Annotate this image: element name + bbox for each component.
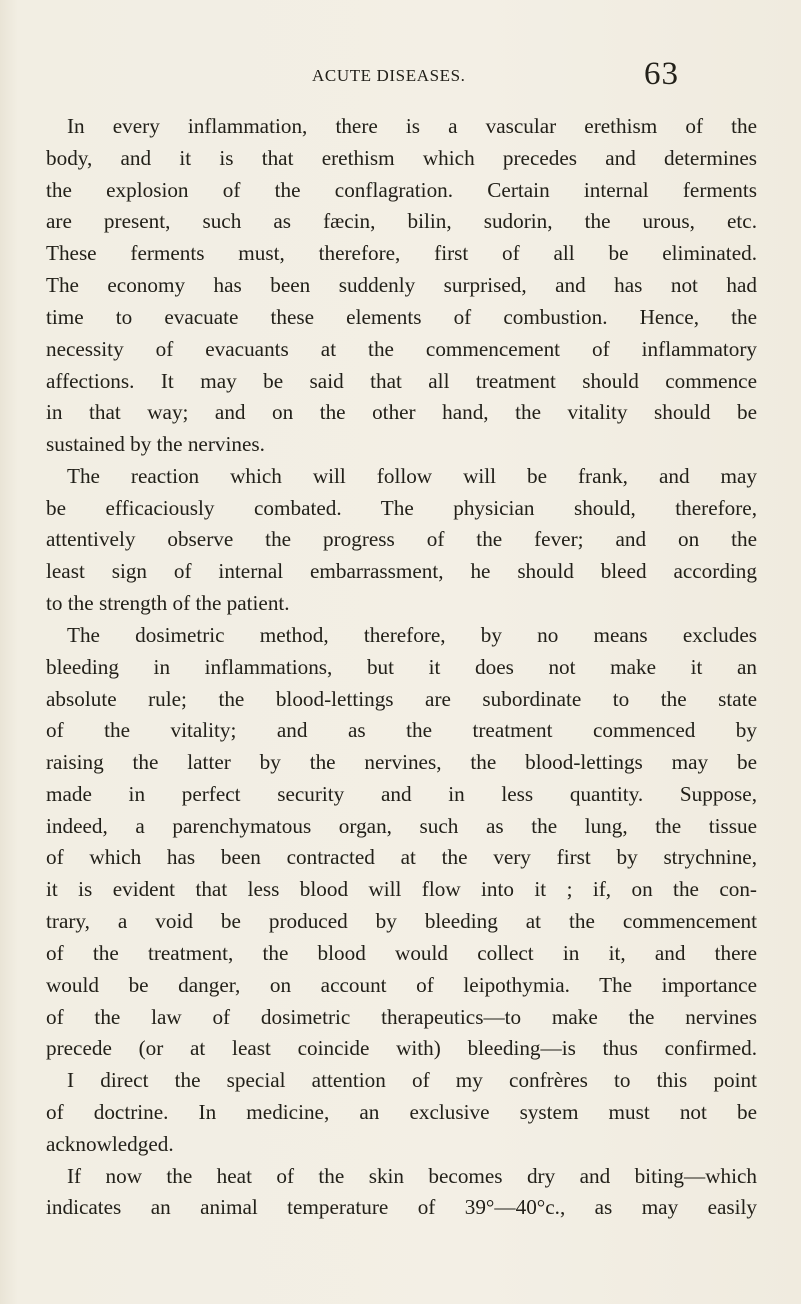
text-line: raising the latter by the nervines, the blood-lettings may be (46, 750, 757, 774)
running-title: ACUTE DISEASES. (312, 66, 466, 85)
text-line: necessity of evacuants at the commencement of inflammatory (46, 337, 757, 361)
page-number: 63 (644, 56, 679, 92)
text-line: acknowledged. (46, 1132, 174, 1156)
text-line: it is evident that less blood will flow into it ; if, on the con- (46, 877, 757, 901)
text-line: of the law of dosimetric therapeutics—to make the nervines (46, 1005, 757, 1029)
text-line: attentively observe the progress of the fever; and on the (46, 527, 757, 551)
text-line: of which has been contracted at the very first by strychnine, (46, 845, 757, 869)
text-line: would be danger, on account of leipothymia. The importance (46, 973, 757, 997)
text-line: body, and it is that erethism which precedes and determines (46, 146, 757, 170)
text-line: The economy has been suddenly surprised, and has not had (46, 273, 757, 297)
text-line: time to evacuate these elements of combustion. Hence, the (46, 305, 757, 329)
text-line: be efficaciously combated. The physician should, therefore, (46, 496, 757, 520)
text-line: the explosion of the conflagration. Certain internal ferments (46, 178, 757, 202)
text-line: I direct the special attention of my confrères to this point (67, 1068, 757, 1092)
text-line: affections. It may be said that all treatment should commence (46, 369, 757, 393)
text-line: In every inflammation, there is a vascular erethism of the (67, 114, 757, 138)
text-line: trary, a void be produced by bleeding at the commencement (46, 909, 757, 933)
page-header (0, 56, 801, 100)
text-line: in that way; and on the other hand, the vitality should be (46, 400, 757, 424)
text-line: bleeding in inflammations, but it does not make it an (46, 655, 757, 679)
text-line: made in perfect security and in less quantity. Suppose, (46, 782, 757, 806)
text-line: indicates an animal temperature of 39°—40°c., as may easily (46, 1195, 757, 1219)
text-line: to the strength of the patient. (46, 591, 290, 615)
text-line: precede (or at least coincide with) bleeding—is thus confirmed. (46, 1036, 757, 1060)
text-line: absolute rule; the blood-lettings are subordinate to the state (46, 687, 757, 711)
text-line: sustained by the nervines. (46, 432, 265, 456)
text-line: least sign of internal embarrassment, he should bleed according (46, 559, 757, 583)
text-line: of the vitality; and as the treatment commenced by (46, 718, 757, 742)
text-line: of doctrine. In medicine, an exclusive system must not be (46, 1100, 757, 1124)
text-line: The reaction which will follow will be frank, and may (67, 464, 757, 488)
text-line: If now the heat of the skin becomes dry and biting—which (67, 1164, 757, 1188)
text-line: are present, such as fæcin, bilin, sudorin, the urous, etc. (46, 209, 757, 233)
text-line: The dosimetric method, therefore, by no means excludes (67, 623, 757, 647)
text-line: These ferments must, therefore, first of all be eliminated. (46, 241, 757, 265)
text-line: indeed, a parenchymatous organ, such as the lung, the tissue (46, 814, 757, 838)
text-line: of the treatment, the blood would collect in it, and there (46, 941, 757, 965)
